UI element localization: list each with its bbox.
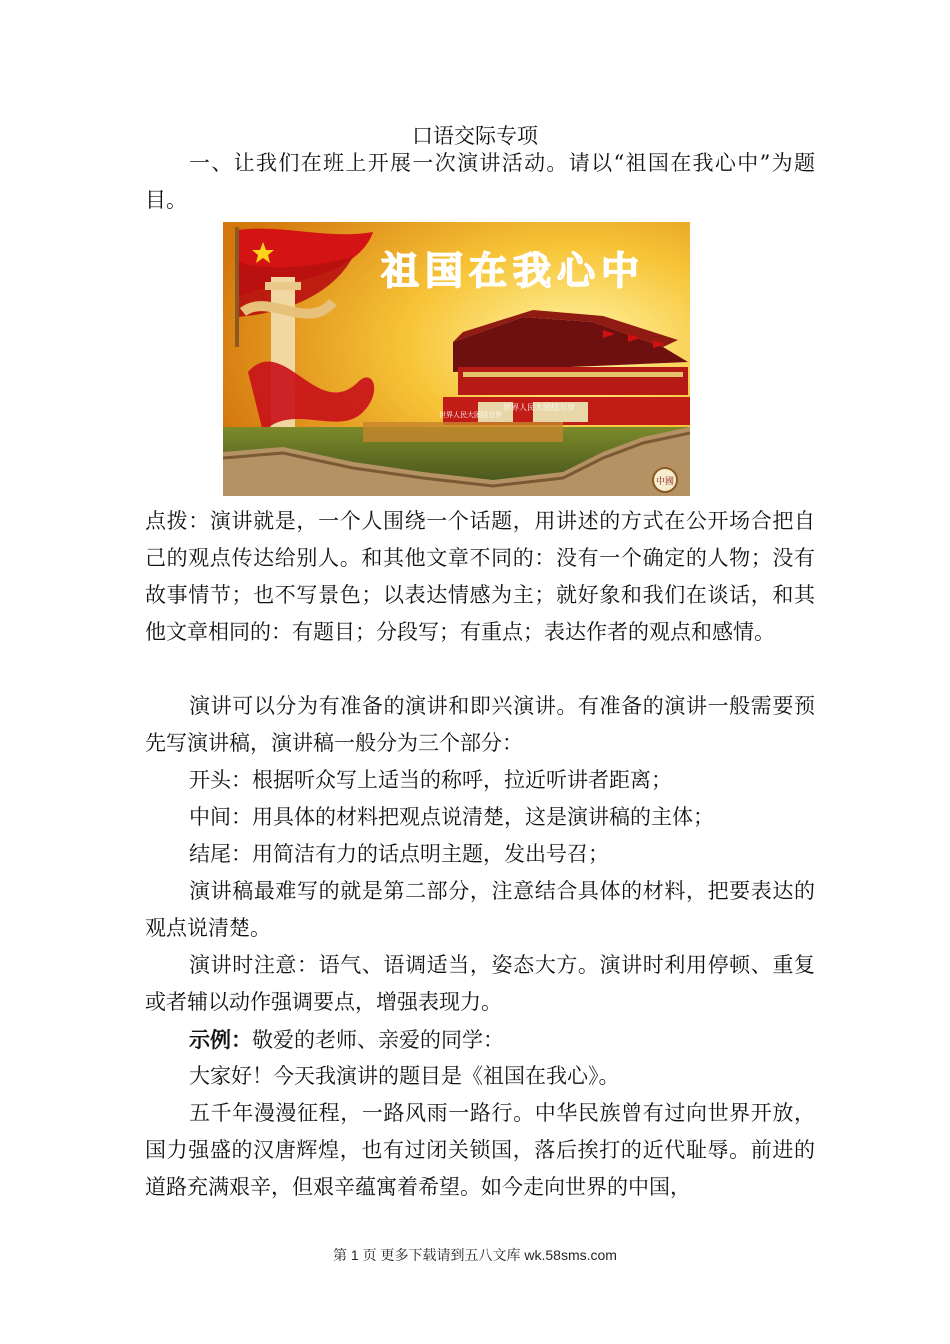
paragraph-2: 演讲稿最难写的就是第二部分，注意结合具体的材料，把要表达的观点说清楚。 — [145, 879, 815, 940]
paragraph-4: 大家好！今天我演讲的题目是《祖国在我心》。 — [189, 1064, 620, 1088]
example-text: 敬爱的老师、亲爱的同学： — [252, 1028, 504, 1052]
poster-seal: 中國 — [655, 477, 675, 487]
poster-banner-right: 世界人民大团结万岁 — [503, 403, 575, 412]
document-title: 口语交际专项 — [412, 124, 538, 148]
paragraph-middle: 中间：用具体的材料把观点说清楚，这是演讲稿的主体； — [189, 805, 714, 829]
paragraph-ending: 结尾：用简洁有力的话点明主题，发出号召； — [189, 842, 609, 866]
question-paragraph: 一、让我们在班上开展一次演讲活动。请以“祖国在我心中”为题目。 — [145, 151, 815, 212]
poster-banner-left: 世界人民大团结万岁 — [439, 411, 502, 419]
poster-heading: 祖国在我心中 — [380, 248, 646, 293]
example-line — [145, 1021, 815, 1059]
poster-image — [223, 222, 690, 496]
intro-paragraph: 点拨：演讲就是，一个人围绕一个话题，用讲述的方式在公开场合把自己的观点传达给别人。和其他文章不同的：没有一个确定的人物；没有故事情节；也不写景色；以表达情感为主；就好象和我们在谈话，和其他文章相同的：有题目；分段写；有重点；表达作者的观点和感情。 — [145, 509, 815, 644]
paragraph-5: 五千年漫漫征程，一路风雨一路行。中华民族曾有过向世界开放，国力强盛的汉唐辉煌，也有过闭关锁国，落后挨打的近代耻辱。前进的道路充满艰辛，但艰辛蕴寓着希望。如今走向世界的中国， — [145, 1101, 815, 1199]
paragraph-3: 演讲时注意：语气、语调适当，姿态大方。演讲时利用停顿、重复或者辅以动作强调要点，增强表现力。 — [145, 953, 815, 1014]
paragraph-1: 演讲可以分为有准备的演讲和即兴演讲。有准备的演讲一般需要预先写演讲稿，演讲稿一般分为三个部分： — [145, 694, 815, 755]
paragraph-opening: 开头：根据听众写上适当的称呼，拉近听讲者距离； — [189, 768, 672, 792]
page-footer: 第 1 页 更多下载请到五八文库 wk.58sms.com — [333, 1247, 617, 1263]
example-label: 示例： — [189, 1027, 252, 1052]
